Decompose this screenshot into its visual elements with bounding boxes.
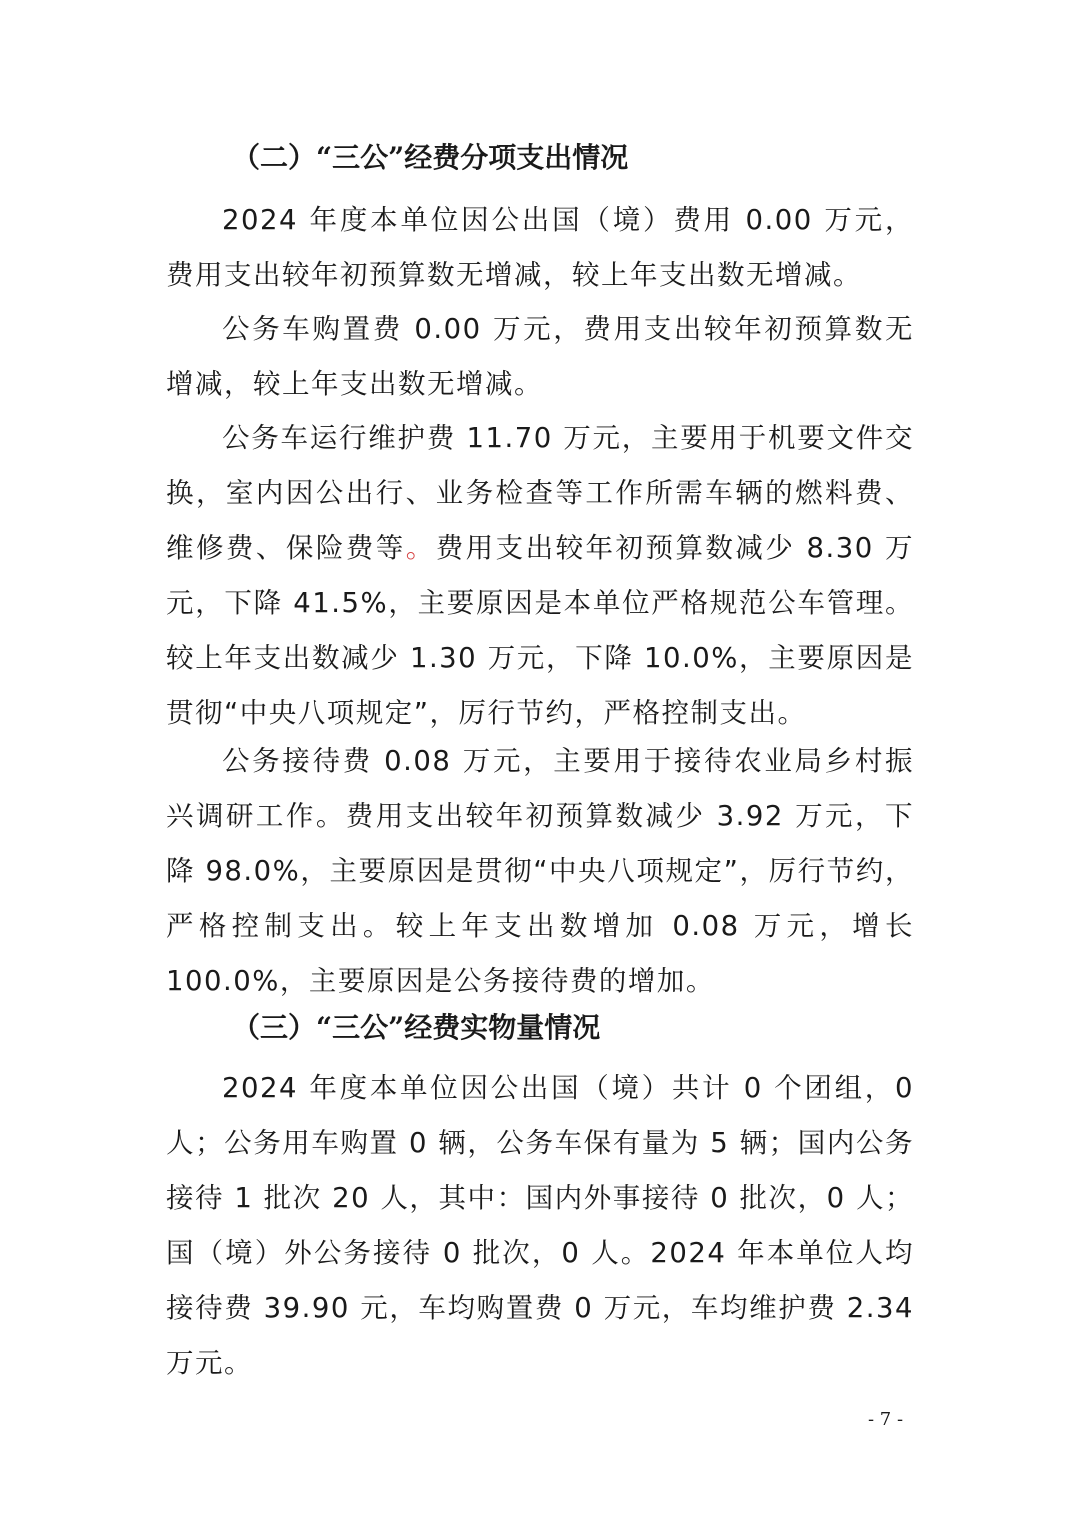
operation-text-part1: 公务车运行维护费 11.70 万元，主要用于机要文件交换，室内因公出行、业务检查等工作所需车辆的燃料费、维修费、保险费等 — [166, 422, 914, 564]
paragraph-reception-expense: 公务接待费 0.08 万元，主要用于接待农业局乡村振兴调研工作。费用支出较年初预算数减少 3.92 万元，下降 98.0%，主要原因是贯彻“中央八项规定”，厉行节约，严格控制支出。较上年支出数增加 0.08 万元，增长 100.0%，主要原因是公务接待费的增加。 — [166, 745, 914, 997]
paragraph-abroad-expense: 2024 年度本单位因公出国（境）费用 0.00 万元，费用支出较年初预算数无增减，较上年支出数无增减。 — [166, 204, 914, 291]
paragraph-physical-quantity: 2024 年度本单位因公出国（境）共计 0 个团组，0 人；公务用车购置 0 辆，公务车保有量为 5 辆；国内公务接待 1 批次 20 人，其中：国内外事接待 0 批次，0 人；国（境）外公务接待 0 批次，0 人。2024 年本单位人均接待费 39.90 元，车均购置费 0 万元，车均维护费 2.34 万元。 — [166, 1072, 914, 1379]
page-number: - 7 - — [868, 1409, 904, 1430]
red-punctuation-mark: 。 — [405, 532, 436, 564]
section-2-heading: （二）“三公”经费分项支出情况 — [232, 141, 629, 174]
paragraph-vehicle-operation — [166, 411, 914, 741]
paragraph-vehicle-purchase: 公务车购置费 0.00 万元，费用支出较年初预算数无增减，较上年支出数无增减。 — [166, 313, 914, 400]
section-3-heading: （三）“三公”经费实物量情况 — [232, 1011, 601, 1044]
operation-text-part2: 费用支出较年初预算数减少 8.30 万元，下降 41.5%，主要原因是本单位严格规范公车管理。较上年支出数减少 1.30 万元，下降 10.0%，主要原因是贯彻“中央八项规定”，厉行节约，严格控制支出。 — [166, 532, 914, 729]
